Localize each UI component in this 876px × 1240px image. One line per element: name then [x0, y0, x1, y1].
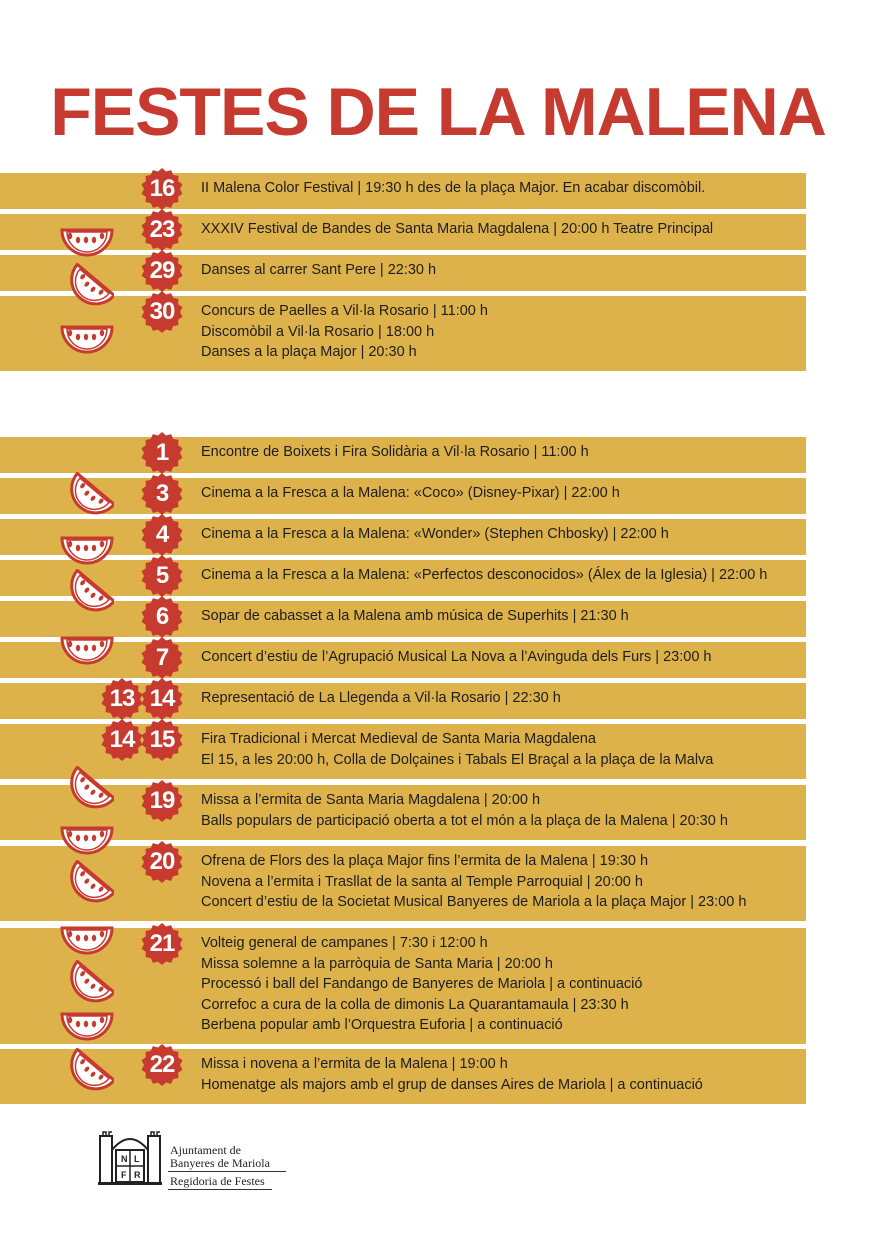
- day-number: 15: [149, 726, 175, 753]
- watermelon-slice-icon: [62, 766, 114, 818]
- footer-line-3: Regidoria de Festes: [170, 1174, 265, 1188]
- watermelon-slice-icon: [62, 960, 114, 1012]
- day-number: 7: [155, 644, 169, 671]
- event-line: Cinema a la Fresca a la Malena: «Perfectos desconocidos» (Álex de la Iglesia) | 22:00 h: [201, 567, 768, 583]
- event-line: Representació de La Llegenda a Vil·la Rosario | 22:30 h: [201, 690, 561, 706]
- watermelon-icon: [60, 228, 114, 258]
- event-line: II Malena Color Festival | 19:30 h des de la plaça Major. En acabar discomòbil.: [201, 180, 706, 196]
- day-badge: [141, 250, 183, 292]
- day-number: 4: [155, 521, 169, 548]
- watermelon-icon: [60, 536, 114, 566]
- day-number: 1: [155, 439, 169, 466]
- footer-logo: [98, 1126, 168, 1188]
- watermelon-icon: [60, 826, 114, 856]
- town-crest-icon: [98, 1126, 162, 1186]
- day-badge: [141, 209, 183, 251]
- day-number: 20: [149, 848, 175, 875]
- event-line: Discomòbil a Vil·la Rosario | 18:00 h: [201, 323, 435, 340]
- day-badge: [141, 514, 183, 556]
- day-number: 13: [109, 685, 135, 712]
- event-line: Correfoc a cura de la colla de dimonis La Quarantamaula | 23:30 h: [201, 996, 629, 1013]
- crest-letter: R: [134, 1170, 141, 1180]
- watermelon-icon: [60, 1012, 114, 1042]
- day-number: 3: [155, 480, 169, 507]
- day-badge: [141, 168, 183, 210]
- event-line: Danses a la plaça Major | 20:30 h: [201, 344, 417, 360]
- day-number: 5: [155, 562, 169, 589]
- page-title: FESTES DE LA MALENA: [50, 74, 826, 150]
- day-number: 30: [149, 298, 175, 325]
- day-number: 21: [149, 930, 175, 957]
- footer-rule: [168, 1189, 272, 1190]
- day-number: 14: [149, 685, 175, 712]
- day-badge-extra: [101, 678, 143, 720]
- event-line: Processó i ball del Fandango de Banyeres de Mariola | a continuació: [201, 976, 643, 992]
- event-line: Concurs de Paelles a Vil·la Rosario | 11:00 h: [201, 303, 488, 319]
- day-badge: [141, 596, 183, 638]
- event-line: XXXIV Festival de Bandes de Santa Maria Magdalena | 20:00 h Teatre Principal: [201, 221, 714, 237]
- event-line: Volteig general de campanes | 7:30 i 12:00 h: [201, 935, 488, 951]
- day-badge: [141, 719, 183, 761]
- event-line: Fira Tradicional i Mercat Medieval de Santa Maria Magdalena: [201, 731, 596, 747]
- event-line: Missa i novena a l’ermita de la Malena | 19:00 h: [201, 1056, 508, 1072]
- event-line: Concert d’estiu de l’Agrupació Musical La Nova a l’Avinguda dels Furs | 23:00 h: [201, 649, 712, 665]
- watermelon-icon: [60, 636, 114, 666]
- crest-letter: N: [121, 1154, 128, 1164]
- event-line: Novena a l’ermita i Trasllat de la santa al Temple Parroquial | 20:00 h: [201, 873, 643, 890]
- event-line: Balls populars de participació oberta a tot el món a la plaça de la Malena | 20:30 h: [201, 812, 728, 829]
- event-line: Sopar de cabasset a la Malena amb música de Superhits | 21:30 h: [201, 608, 629, 624]
- day-number: 14: [109, 726, 135, 753]
- day-badge: [141, 780, 183, 822]
- day-badge: [141, 678, 183, 720]
- watermelon-slice-icon: [62, 860, 114, 912]
- day-badge: [141, 1044, 183, 1086]
- day-badge: [141, 291, 183, 333]
- day-badge: [141, 555, 183, 597]
- watermelon-slice-icon: [62, 1048, 114, 1100]
- watermelon-slice-icon: [62, 569, 114, 621]
- day-number: 29: [149, 257, 175, 284]
- event-line: Encontre de Boixets i Fira Solidària a Vil·la Rosario | 11:00 h: [201, 444, 589, 460]
- watermelon-icon: [60, 926, 114, 956]
- event-line: Homenatge als majors amb el grup de danses Aires de Mariola | a continuació: [201, 1076, 703, 1093]
- day-badge: [141, 841, 183, 883]
- event-line: Missa a l’ermita de Santa Maria Magdalena | 20:00 h: [201, 792, 541, 808]
- day-badge: [141, 637, 183, 679]
- event-line: Ofrena de Flors des la plaça Major fins l’ermita de la Malena | 19:30 h: [201, 853, 649, 869]
- footer-line-2: Banyeres de Mariola: [170, 1156, 270, 1170]
- day-badge: [141, 923, 183, 965]
- day-number: 22: [149, 1051, 175, 1078]
- day-badge: [141, 432, 183, 474]
- footer-rule: [168, 1171, 286, 1172]
- event-line: Missa solemne a la parròquia de Santa Maria | 20:00 h: [201, 955, 553, 972]
- event-line: Danses al carrer Sant Pere | 22:30 h: [201, 262, 437, 278]
- day-number: 16: [149, 175, 175, 202]
- event-line: Cinema a la Fresca a la Malena: «Coco» (Disney-Pixar) | 22:00 h: [201, 485, 620, 501]
- event-line: Berbena popular amb l’Orquestra Euforia | a continuació: [201, 1017, 563, 1033]
- watermelon-slice-icon: [62, 263, 114, 315]
- event-line: Concert d’estiu de la Societat Musical Banyeres de Mariola a la plaça Major | 23:00 h: [201, 894, 747, 910]
- day-number: 6: [155, 603, 169, 630]
- watermelon-slice-icon: [62, 472, 114, 524]
- event-line: El 15, a les 20:00 h, Colla de Dolçaines i Tabals El Braçal a la plaça de la Malva: [201, 751, 714, 768]
- crest-letter: F: [121, 1170, 127, 1180]
- day-badge-extra: [101, 719, 143, 761]
- watermelon-icon: [60, 325, 114, 355]
- event-line: Cinema a la Fresca a la Malena: «Wonder» (Stephen Chbosky) | 22:00 h: [201, 526, 669, 542]
- footer-line-1: Ajuntament de: [170, 1143, 241, 1157]
- day-number: 23: [149, 216, 175, 243]
- day-number: 19: [149, 787, 175, 814]
- crest-letter: L: [134, 1154, 140, 1164]
- day-badge: [141, 473, 183, 515]
